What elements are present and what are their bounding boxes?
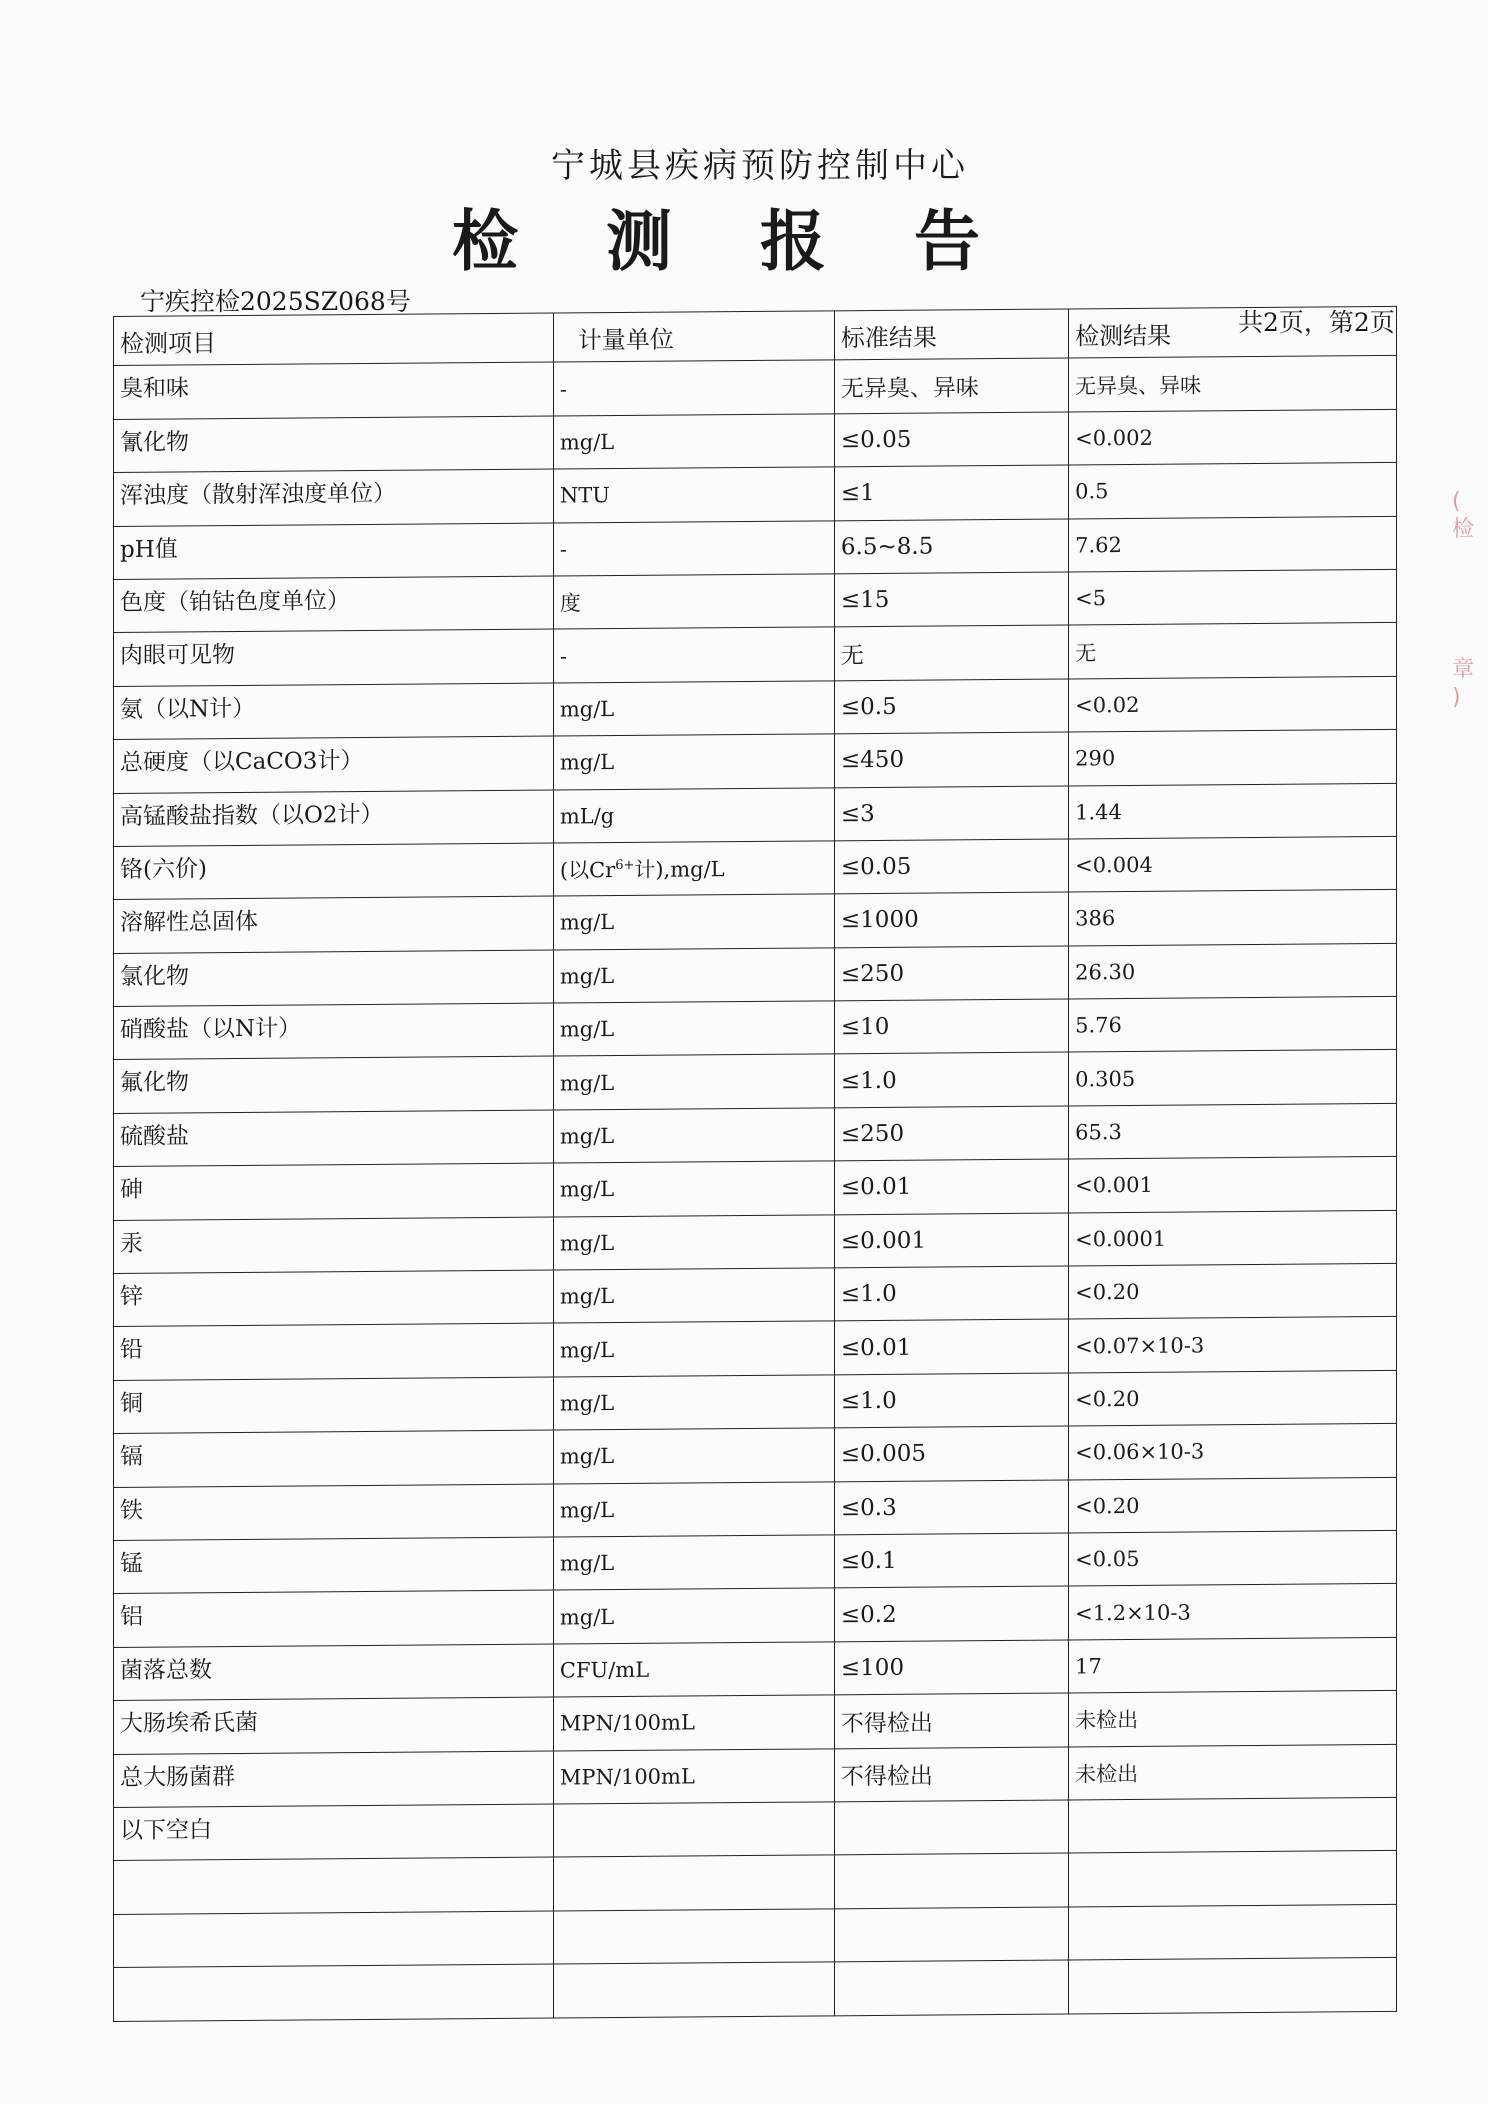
standard-cell: 不得检出 (834, 1747, 1068, 1802)
table-row (114, 1958, 1397, 2021)
unit-cell: CFU/mL (553, 1642, 834, 1698)
result-cell: <0.004 (1069, 836, 1397, 892)
test-item-cell: 肉眼可见物 (114, 629, 554, 686)
unit-cell: 度 (553, 574, 834, 630)
result-cell: 5.76 (1069, 996, 1397, 1052)
result-cell: 未检出 (1069, 1691, 1397, 1747)
test-item-cell (114, 1857, 554, 1914)
test-item-cell: 臭和味 (114, 362, 554, 419)
test-item-cell: 以下空白 (114, 1804, 554, 1861)
unit-cell: mg/L (553, 1321, 834, 1377)
standard-cell (834, 1907, 1068, 1962)
red-stamp-mark: ( 检 章 ) (1452, 489, 1475, 710)
result-cell: <0.02 (1069, 676, 1397, 732)
result-cell: <0.20 (1069, 1477, 1397, 1533)
result-cell: <0.20 (1069, 1263, 1397, 1319)
header-standard: 标准结果 (834, 309, 1068, 360)
result-cell: 0.5 (1069, 463, 1397, 519)
test-item-cell: 高锰酸盐指数（以O2计） (114, 790, 554, 847)
result-cell: <0.002 (1069, 409, 1397, 465)
header-item: 检测项目 (114, 313, 554, 366)
result-cell: 386 (1069, 890, 1397, 946)
unit-cell: mg/L (553, 681, 834, 737)
unit-cell: NTU (553, 467, 834, 523)
result-cell: <0.06×10-3 (1069, 1424, 1397, 1480)
unit-cell: mg/L (553, 1535, 834, 1591)
test-item-cell: 铬(六价) (114, 843, 554, 900)
test-results-table (113, 306, 1397, 2022)
test-item-cell: 镉 (114, 1430, 554, 1487)
standard-cell: 不得检出 (834, 1693, 1068, 1748)
standard-cell: ≤1.0 (834, 1266, 1068, 1321)
result-cell: 1.44 (1069, 783, 1397, 839)
unit-cell: mg/L (553, 894, 834, 950)
test-item-cell: 砷 (114, 1163, 554, 1220)
header-unit: 计量单位 (553, 311, 834, 363)
unit-cell: mg/L (553, 1588, 834, 1644)
result-cell: <0.07×10-3 (1069, 1317, 1397, 1373)
standard-cell: ≤1 (834, 465, 1068, 520)
test-item-cell: 铁 (114, 1484, 554, 1541)
test-item-cell: 硝酸盐（以N计） (114, 1003, 554, 1060)
standard-cell: ≤0.005 (834, 1426, 1068, 1481)
result-cell (1069, 1958, 1397, 2014)
standard-cell: ≤15 (834, 572, 1068, 627)
test-item-cell: 氯化物 (114, 950, 554, 1007)
unit-cell: - (553, 360, 834, 416)
unit-cell: mg/L (553, 1428, 834, 1484)
standard-cell: ≤0.01 (834, 1159, 1068, 1214)
result-cell: <5 (1069, 569, 1397, 625)
organization-title: 宁城县疾病预防控制中心 (551, 146, 969, 186)
result-cell: 0.305 (1069, 1050, 1397, 1106)
unit-prefix: (以Cr (559, 858, 616, 883)
unit-cell: mg/L (553, 1001, 834, 1057)
unit-cell: MPN/100mL (553, 1695, 834, 1751)
unit-cell: mL/g (553, 787, 834, 843)
unit-cell (553, 1962, 834, 2018)
test-item-cell: 氟化物 (114, 1057, 554, 1114)
unit-cell: mg/L (553, 1108, 834, 1164)
test-item-cell: 色度（铂钴色度单位） (114, 576, 554, 633)
test-item-cell: 氨（以N计） (114, 683, 554, 740)
test-item-cell: 浑浊度（散射浑浊度单位） (114, 469, 554, 526)
result-cell: 65.3 (1069, 1103, 1397, 1159)
standard-cell: ≤1000 (834, 892, 1068, 947)
result-cell: <0.05 (1069, 1530, 1397, 1586)
unit-cell: mg/L (553, 414, 834, 470)
test-item-cell: 汞 (114, 1217, 554, 1274)
unit-cell: - (553, 520, 834, 576)
unit-cell: mg/L (553, 948, 834, 1004)
unit-cell: MPN/100mL (553, 1748, 834, 1804)
standard-cell: ≤0.5 (834, 679, 1068, 734)
test-item-cell: 锌 (114, 1270, 554, 1327)
test-item-cell: 总硬度（以CaCO3计） (114, 736, 554, 793)
unit-cell (553, 1802, 834, 1858)
standard-cell: ≤100 (834, 1640, 1068, 1695)
test-item-cell: 总大肠菌群 (114, 1751, 554, 1808)
report-number: 宁疾控检2025SZ068号 (140, 287, 411, 316)
test-item-cell (114, 1964, 554, 2021)
standard-cell: ≤450 (834, 732, 1068, 787)
standard-cell (834, 1960, 1068, 2015)
standard-cell: 无 (834, 625, 1068, 680)
result-cell: 290 (1069, 730, 1397, 786)
result-cell: 无 (1069, 623, 1397, 679)
standard-cell: ≤0.1 (834, 1533, 1068, 1588)
unit-superscript: 6+ (615, 857, 635, 874)
test-item-cell: 溶解性总固体 (114, 896, 554, 953)
test-item-cell: 大肠埃希氏菌 (114, 1697, 554, 1754)
standard-cell: ≤0.001 (834, 1213, 1068, 1268)
unit-cell (553, 841, 834, 897)
result-cell: <0.0001 (1069, 1210, 1397, 1266)
unit-cell: mg/L (553, 1161, 834, 1217)
standard-cell: ≤0.2 (834, 1586, 1068, 1641)
standard-cell: ≤1.0 (834, 1052, 1068, 1107)
result-cell (1069, 1797, 1397, 1853)
result-cell: <0.001 (1069, 1157, 1397, 1213)
standard-cell: ≤0.05 (834, 839, 1068, 894)
standard-cell: ≤0.01 (834, 1319, 1068, 1374)
test-item-cell: 菌落总数 (114, 1644, 554, 1701)
header-result: 检测结果 (1069, 306, 1397, 358)
report-title: 检测报告 (452, 202, 1068, 280)
standard-cell: 6.5~8.5 (834, 519, 1068, 574)
result-cell: 未检出 (1069, 1744, 1397, 1800)
test-item-cell (114, 1911, 554, 1968)
result-cell: <0.20 (1069, 1370, 1397, 1426)
unit-cell: - (553, 627, 834, 683)
standard-cell: ≤0.3 (834, 1480, 1068, 1535)
result-cell: <1.2×10-3 (1069, 1584, 1397, 1640)
standard-cell: ≤0.05 (834, 412, 1068, 467)
standard-cell: ≤250 (834, 1106, 1068, 1161)
unit-cell: mg/L (553, 734, 834, 790)
standard-cell: ≤10 (834, 999, 1068, 1054)
unit-cell: mg/L (553, 1375, 834, 1431)
page-indicator: 共2页，第2页 (1238, 308, 1395, 337)
unit-suffix: 计),mg/L (634, 857, 725, 882)
unit-cell: mg/L (553, 1268, 834, 1324)
standard-cell (834, 1853, 1068, 1908)
result-cell: 7.62 (1069, 516, 1397, 572)
test-item-cell: 铅 (114, 1323, 554, 1380)
test-item-cell: 铜 (114, 1377, 554, 1434)
unit-cell: mg/L (553, 1481, 834, 1537)
test-item-cell: 氰化物 (114, 416, 554, 473)
standard-cell: ≤3 (834, 786, 1068, 841)
result-cell: 无异臭、异味 (1069, 356, 1397, 412)
result-cell: 17 (1069, 1637, 1397, 1693)
result-cell: 26.30 (1069, 943, 1397, 999)
test-item-cell: 锰 (114, 1537, 554, 1594)
unit-cell (553, 1909, 834, 1965)
test-item-cell: pH值 (114, 523, 554, 580)
standard-cell (834, 1800, 1068, 1855)
unit-cell (553, 1855, 834, 1911)
standard-cell: ≤1.0 (834, 1373, 1068, 1428)
test-item-cell: 铝 (114, 1590, 554, 1647)
standard-cell: ≤250 (834, 946, 1068, 1001)
standard-cell: 无异臭、异味 (834, 358, 1068, 413)
unit-cell: mg/L (553, 1054, 834, 1110)
result-cell (1069, 1904, 1397, 1960)
test-item-cell: 硫酸盐 (114, 1110, 554, 1167)
result-cell (1069, 1851, 1397, 1907)
unit-cell: mg/L (553, 1214, 834, 1270)
